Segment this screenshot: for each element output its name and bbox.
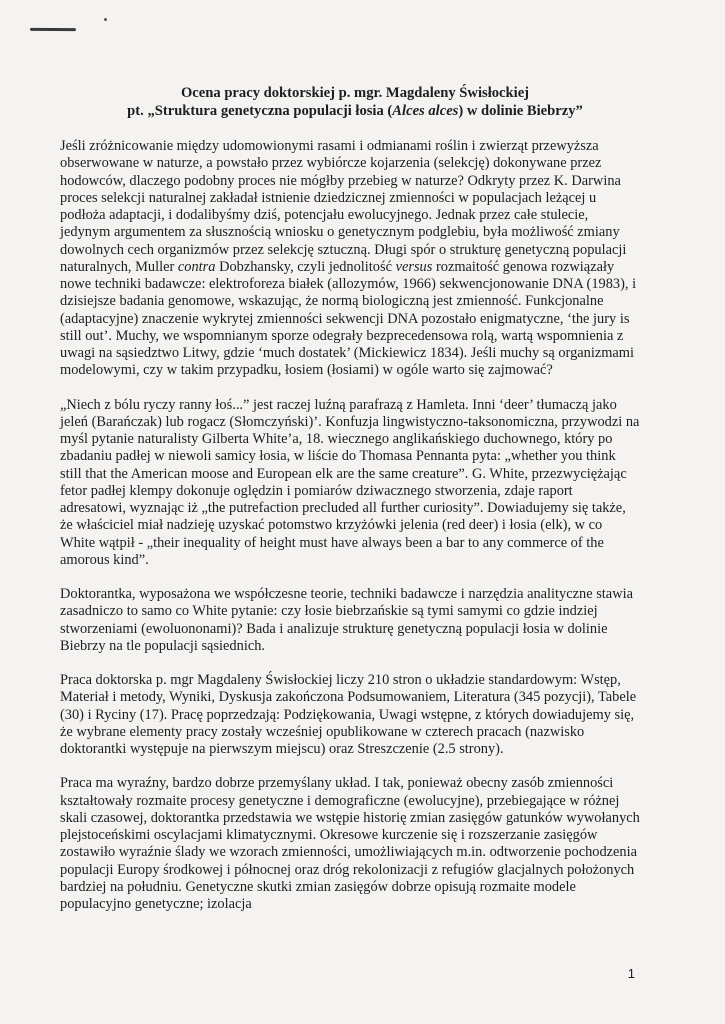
paragraph: [60, 138, 640, 380]
paragraph: [60, 586, 640, 655]
title-species-name: Alces alces: [392, 103, 459, 119]
paragraph: [60, 397, 640, 570]
title-line-2-pre: pt. „Struktura genetyczna populacji łosia (: [127, 103, 393, 119]
italic-text: contra: [177, 258, 216, 275]
paragraph-text: Dobzhansky, czyli jednolitość: [215, 258, 396, 275]
paragraph-text: rozmaitość genowa rozwiązały nowe techniki badawcze: elektroforeza białek (allozymów, 1966) sekwencjonowanie DNA (1983), i dzisiejsze badania genomowe, wskazując, że normą biologiczną jest zmienność. Funkcjonalne (adaptacyjne) znaczenie wykrytej zmienności sekwencji DNA pozostało enigmatyczne, ‘the jury is still out’. Muchy, we wspomnianym sporze odegrały bezprecedensowa rolą, wartą wspomnienia z uwagi na sąsiedztwo Litwy, gdzie ‘much dostatek’ (Mickiewicz 1834). Jeśli muchy są organizmami modelowymi, czy w takim przypadku, łosiem (łosiami) w ogóle warto się zajmować?: [60, 258, 637, 379]
paragraph-text: Jeśli zróżnicowanie między udomowionymi rasami i odmianami roślin i zwierząt przewyższa obserwowane w naturze, a powstało przez wybiórcze kojarzenia (selekcję) dokonywane przez hodowców, dlaczego podobny proces nie mógłby przebieg w naturze? Odkryty przez K. Darwina proces selekcji naturalnej zakładał istnienie dziedzicznej zmienności w populacjach leżącej u podłoża adaptacji, i dodalibyśmy dziś, potencjału ewolucyjnego. Jednak przez całe stulecie, jedynym argumentem za słusznością wniosku o genetycznym podglebiu, była możliwość zmiany dowolnych cech organizmów przez selekcję sztuczną. Długi spór o strukturę genetyczną populacji naturalnych, Muller: [60, 138, 627, 275]
paragraph: [60, 775, 640, 913]
scan-mark: [30, 28, 76, 31]
title-line-2-post: ) w dolinie Biebrzy”: [458, 103, 583, 119]
document-body: [60, 138, 640, 930]
title-line-2: [60, 102, 650, 120]
paragraph: [60, 672, 640, 758]
paragraph-text: Praca doktorska p. mgr Magdaleny Świsłockiej liczy 210 stron o układzie standardowym: Wstęp, Materiał i metody, Wyniki, Dyskusja zakończona Podsumowaniem, Literatura (345 pozycji), Tabele (30) i Ryciny (17). Pracę poprzedzają: Podziękowania, Uwagi wstępne, z których dowiadujemy się, że wybrane elementy pracy zostały wcześniej opublikowane w czterech pracach (nazwisko doktorantki występuje na pierwszym miejscu) oraz Streszczenie (2.5 strony).: [60, 672, 637, 757]
title-line-1: Ocena pracy doktorskiej p. mgr. Magdaleny Świsłockiej: [180, 85, 530, 101]
paragraph-text: Doktorantka, wyposażona we współczesne teorie, techniki badawcze i narzędzia analityczne stawia zasadniczo to samo co White pytanie: czy łosie biebrzańskie są tymi samymi co gdzie indziej stworzeniami (ewoluononami)? Bada i analizuje strukturę genetyczną populacji łosia w dolinie Biebrzy na tle populacji sąsiednich.: [60, 586, 633, 654]
paragraph-text: Praca ma wyraźny, bardzo dobrze przemyślany układ. I tak, ponieważ obecny zasób zmienności kształtowały rozmaite procesy genetyczne i demograficzne (ewolucyjne), przebiegające w różnej skali czasowej, doktorantka przedstawia we wstępie historię zmian zasięgów gatunków wywołanych plejstoceńskimi oscylacjami klimatycznymi. Okresowe kurczenie się i rozszerzanie zasięgów zostawiło wyraźnie ślady we wzorach zmienności, umożliwiających m.in. odtworzenie pochodzenia populacji Europy środkowej i północnej oraz dróg rekolonizacji z refugiów glacjalnych położonych bardziej na południu. Genetyczne skutki zmian zasięgów dobrze opisują rozmaite modele populacyjno genetyczne; izolacja: [60, 775, 640, 912]
document-title: [60, 84, 650, 120]
italic-text: versus: [395, 258, 433, 275]
scan-dot: [104, 18, 107, 21]
page-number: 1: [627, 966, 635, 981]
paragraph-text: „Niech z bólu ryczy ranny łoś...” jest raczej luźną parafrazą z Hamleta. Inni ‘deer’ tłumaczą jako jeleń (Barańczak) lub rogacz (Słomczyński)’. Konfuzja lingwistyczno-taksonomiczna, przywodzi na myśl pytanie naturalisty Gilberta White’a, 18. wiecznego anglikańskiego duchownego, który po zbadaniu padłej w niewoli samicy łosia, w liście do Thomasa Pennanta pyta: „whether you think still that the American moose and European elk are the same creature”. G. White, przezwyciężając fetor padłej klempy dokonuje oględzin i pomiarów dziwacznego stworzenia, zdaje raport adresatowi, wyznając iż „the putrefaction precluded all further curiosity”. Dowiadujemy się także, że właściciel miał nadzieję uzyskać potomstwo krzyżówki jelenia (red deer) i łosia (elk), w co White wątpił - „their inequality of height must have always been a bar to any commerce of the amorous kind”.: [60, 396, 640, 568]
